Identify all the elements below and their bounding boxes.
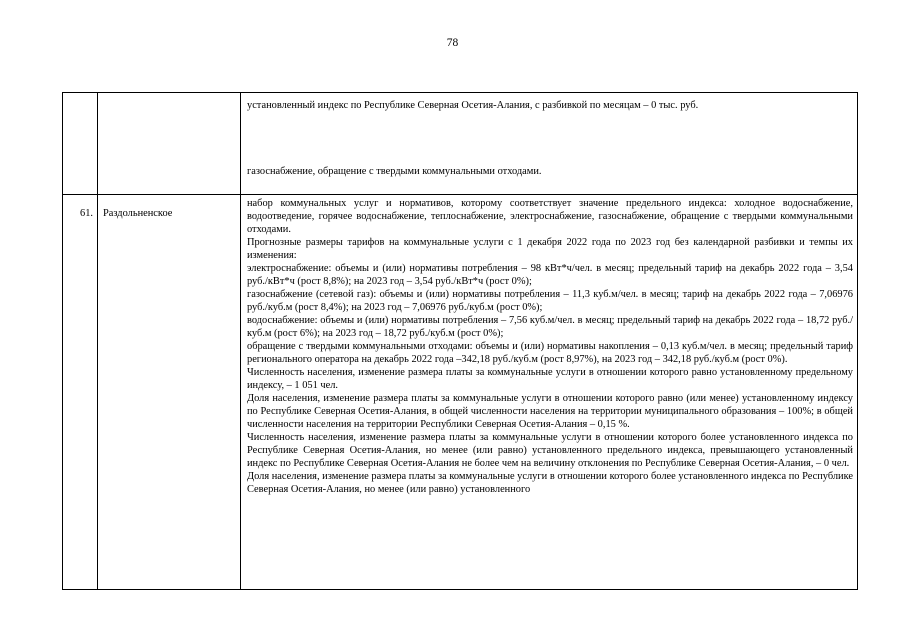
paragraph: Численность населения, изменение размера платы за коммунальные услуги в отношении которого более установленного индекса по Республике Северная Осетия-Алания, но менее (или равно) установленного предельного индекса, превышающего установленный индекс по Республике Северная Осетия-Алания не более чем на величину отклонения по Республике Северная Осетия-Алания, – 0 чел. xyxy=(247,432,853,469)
page-number: 78 xyxy=(446,37,459,49)
paragraph: газоснабжение, обращение с твердыми коммунальными отходами. xyxy=(247,166,542,177)
paragraph: обращение с твердыми коммунальными отходами: объемы и (или) нормативы накопления – 0,13 куб.м/чел. в месяц; предельный тариф регионального оператора на декабрь 2022 года –342,18 руб./куб.м (рост 8,97%), на 2023 год – 342,18 руб./куб.м (рост 0%). xyxy=(247,341,853,365)
table-row xyxy=(63,195,858,590)
municipal-index-table xyxy=(62,92,858,590)
paragraph: Прогнозные размеры тарифов на коммунальные услуги с 1 декабря 2022 года по 2023 год без календарной разбивки и темпы их изменения: xyxy=(247,237,853,261)
row-number xyxy=(63,93,97,105)
paragraph: водоснабжение: объемы и (или) нормативы потребления – 7,56 куб.м/чел. в месяц; предельный тариф на декабрь 2022 года – 18,72 руб./куб.м (рост 6%); на 2023 год – 18,72 руб./куб.м (рост 0%); xyxy=(247,315,853,339)
municipality-name-cell xyxy=(98,93,241,195)
table-row xyxy=(63,93,858,195)
municipality-name: Раздольненское xyxy=(103,208,173,219)
row-number-cell xyxy=(63,195,98,590)
row-number: 61. xyxy=(80,208,93,219)
paragraph: набор коммунальных услуг и нормативов, которому соответствует значение предельного индекса: холодное водоснабжение, водоотведение, горячее водоснабжение, теплоснабжение, электроснабжение, газоснабжение, обращение с твердыми коммунальными отходами. xyxy=(247,198,853,235)
paragraph: электроснабжение: объемы и (или) нормативы потребления – 98 кВт*ч/чел. в месяц; предельный тариф на декабрь 2022 года – 3,54 руб./кВт*ч (рост 8,8%); на 2023 год – 3,54 руб./кВт*ч (рост 0%); xyxy=(247,263,853,287)
paragraph: Численность населения, изменение размера платы за коммунальные услуги в отношении которого равно установленному предельному индексу, – 1 051 чел. xyxy=(247,367,853,391)
description-cell xyxy=(241,93,858,195)
municipality-name xyxy=(98,93,240,105)
paragraph: Доля населения, изменение размера платы за коммунальные услуги в отношении которого более установленного индекса по Республике Северная Осетия-Алания, но менее (или равно) установленного xyxy=(247,471,853,495)
paragraph: установленный индекс по Республике Северная Осетия-Алания, с разбивкой по месяцам – 0 тыс. руб. xyxy=(247,100,699,111)
description-cell xyxy=(241,195,858,590)
municipality-name-cell xyxy=(98,195,241,590)
row-number-cell xyxy=(63,93,98,195)
paragraph: Доля населения, изменение размера платы за коммунальные услуги в отношении которого равно (или менее) установленному индексу по Республике Северная Осетия-Алания, в общей численности населения на территории муниципального образования – 100%; в общей численности населения на территории Республики Северная Осетия-Алания – 0,15 %. xyxy=(247,393,853,430)
paragraph: газоснабжение (сетевой газ): объемы и (или) нормативы потребления – 11,3 куб.м/чел. в месяц; тариф на декабрь 2022 года – 7,06976 руб./куб.м (рост 8,4%); на 2023 год – 7,06976 руб./куб.м (рост 0%); xyxy=(247,289,853,313)
